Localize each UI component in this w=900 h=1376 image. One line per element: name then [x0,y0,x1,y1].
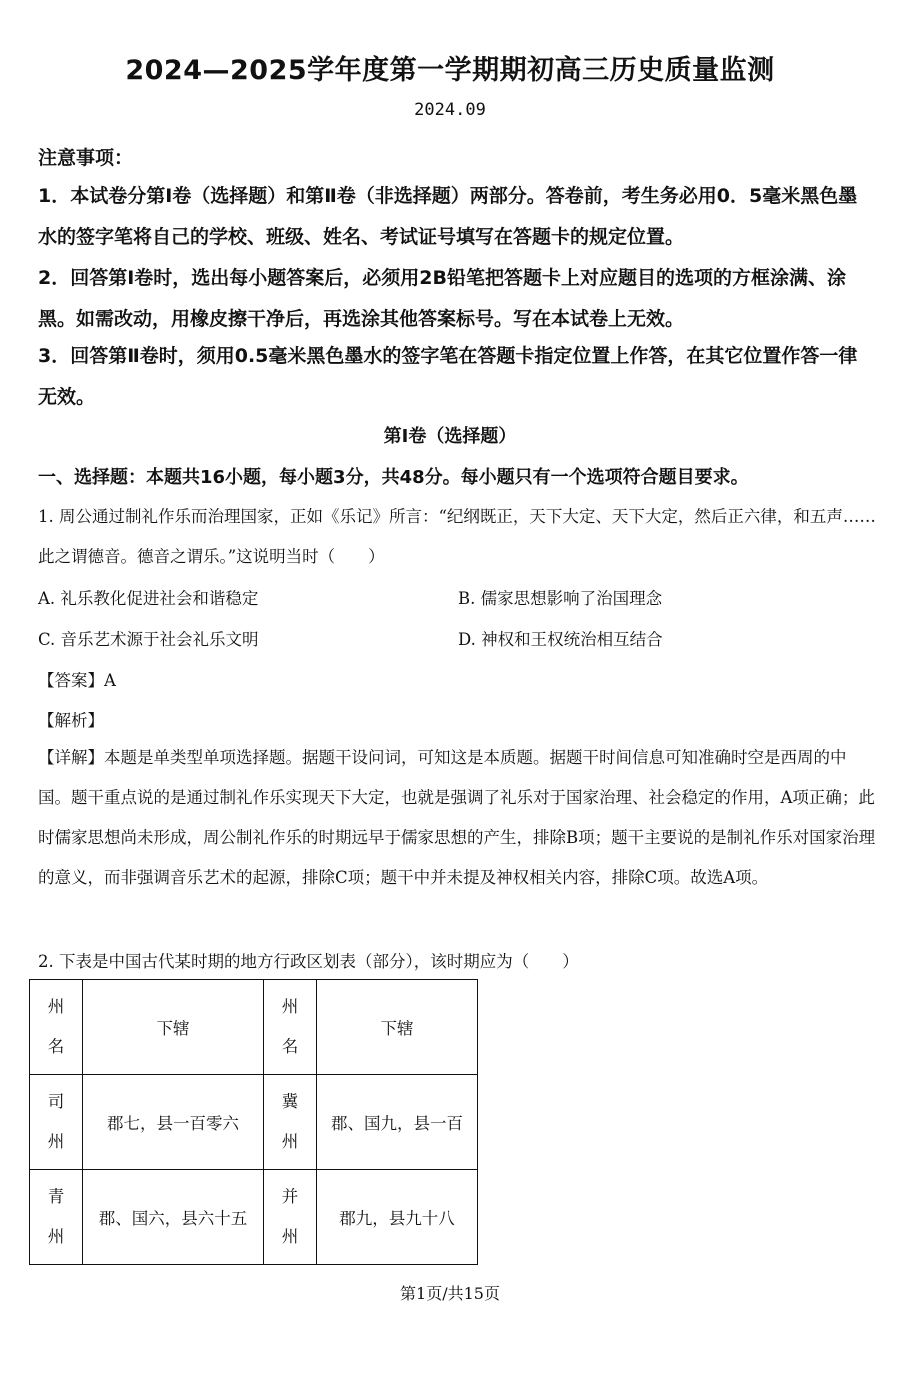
jurisdiction-cell: 郡九，县九十八 [317,1170,478,1265]
admin-division-table [29,979,478,1265]
state-name-cell: 司 州 [30,1075,83,1170]
question-1-option-c: C. 音乐艺术源于社会礼乐文明 [38,630,259,649]
table-header-row [30,980,478,1075]
notice-item-1: 1．本试卷分第Ⅰ卷（选择题）和第Ⅱ卷（非选择题）两部分。答卷前，考生务必用0．5毫米黑色墨水的签字笔将自己的学校、班级、姓名、考试证号填写在答题卡的规定位置。 [38,185,858,248]
header-state-name-1: 州 名 [30,980,83,1075]
state-name-cell: 冀 州 [264,1075,317,1170]
question-1-analysis-label: 【解析】 [38,711,104,730]
section-heading: 第Ⅰ卷（选择题） [383,426,517,447]
table-row [30,1075,478,1170]
question-1-detail: 【详解】本题是单类型单项选择题。据题干设问词，可知这是本质题。据题干时间信息可知准确时空是西周的中国。题干重点说的是通过制礼作乐实现天下大定，也就是强调了礼乐对于国家治理、社会稳定的作用，A项正确；此时儒家思想尚未形成，周公制礼作乐的时期远早于儒家思想的产生，排除B项；题干主要说的是制礼作乐对国家治理的意义，而非强调音乐艺术的起源，排除C项；题干中并未提及神权相关内容，排除C项。故选A项。 [38,748,876,887]
header-jurisdiction-2: 下辖 [317,980,478,1075]
jurisdiction-cell: 郡、国九，县一百 [317,1075,478,1170]
question-1-stem: 1. 周公通过制礼作乐而治理国家，正如《乐记》所言：“纪纲既正，天下大定、天下大定，然后正六律，和五声……此之谓德音。德音之谓乐。”这说明当时（ ） [38,507,876,566]
notice-item-3: 3．回答第Ⅱ卷时，须用0.5毫米黑色墨水的签字笔在答题卡指定位置上作答，在其它位置作答一律无效。 [38,345,858,408]
state-name-cell: 并 州 [264,1170,317,1265]
state-name-cell: 青 州 [30,1170,83,1265]
page-footer: 第1页/共15页 [400,1284,500,1303]
table-row [30,1170,478,1265]
jurisdiction-cell: 郡七，县一百零六 [83,1075,264,1170]
question-2-stem: 2. 下表是中国古代某时期的地方行政区划表（部分），该时期应为（ ） [38,952,579,971]
question-1-answer: 【答案】A [38,671,116,690]
jurisdiction-cell: 郡、国六，县六十五 [83,1170,264,1265]
exam-date: 2024.09 [414,100,486,120]
question-1-option-b: B. 儒家思想影响了治国理念 [458,589,663,608]
question-1-option-a: A. 礼乐教化促进社会和谐稳定 [38,589,259,608]
notice-item-2: 2．回答第Ⅰ卷时，选出每小题答案后，必须用2B铅笔把答题卡上对应题目的选项的方框涂满、涂黑。如需改动，用橡皮擦干净后，再选涂其他答案标号。写在本试卷上无效。 [38,267,846,330]
header-state-name-2: 州 名 [264,980,317,1075]
part-heading: 一、选择题：本题共16小题，每小题3分，共48分。每小题只有一个选项符合题目要求。 [38,467,749,488]
notice-heading: 注意事项： [38,147,134,169]
header-jurisdiction-1: 下辖 [83,980,264,1075]
question-1-option-d: D. 神权和王权统治相互结合 [458,630,663,649]
exam-title: 2024—2025学年度第一学期期初高三历史质量监测 [125,55,775,86]
